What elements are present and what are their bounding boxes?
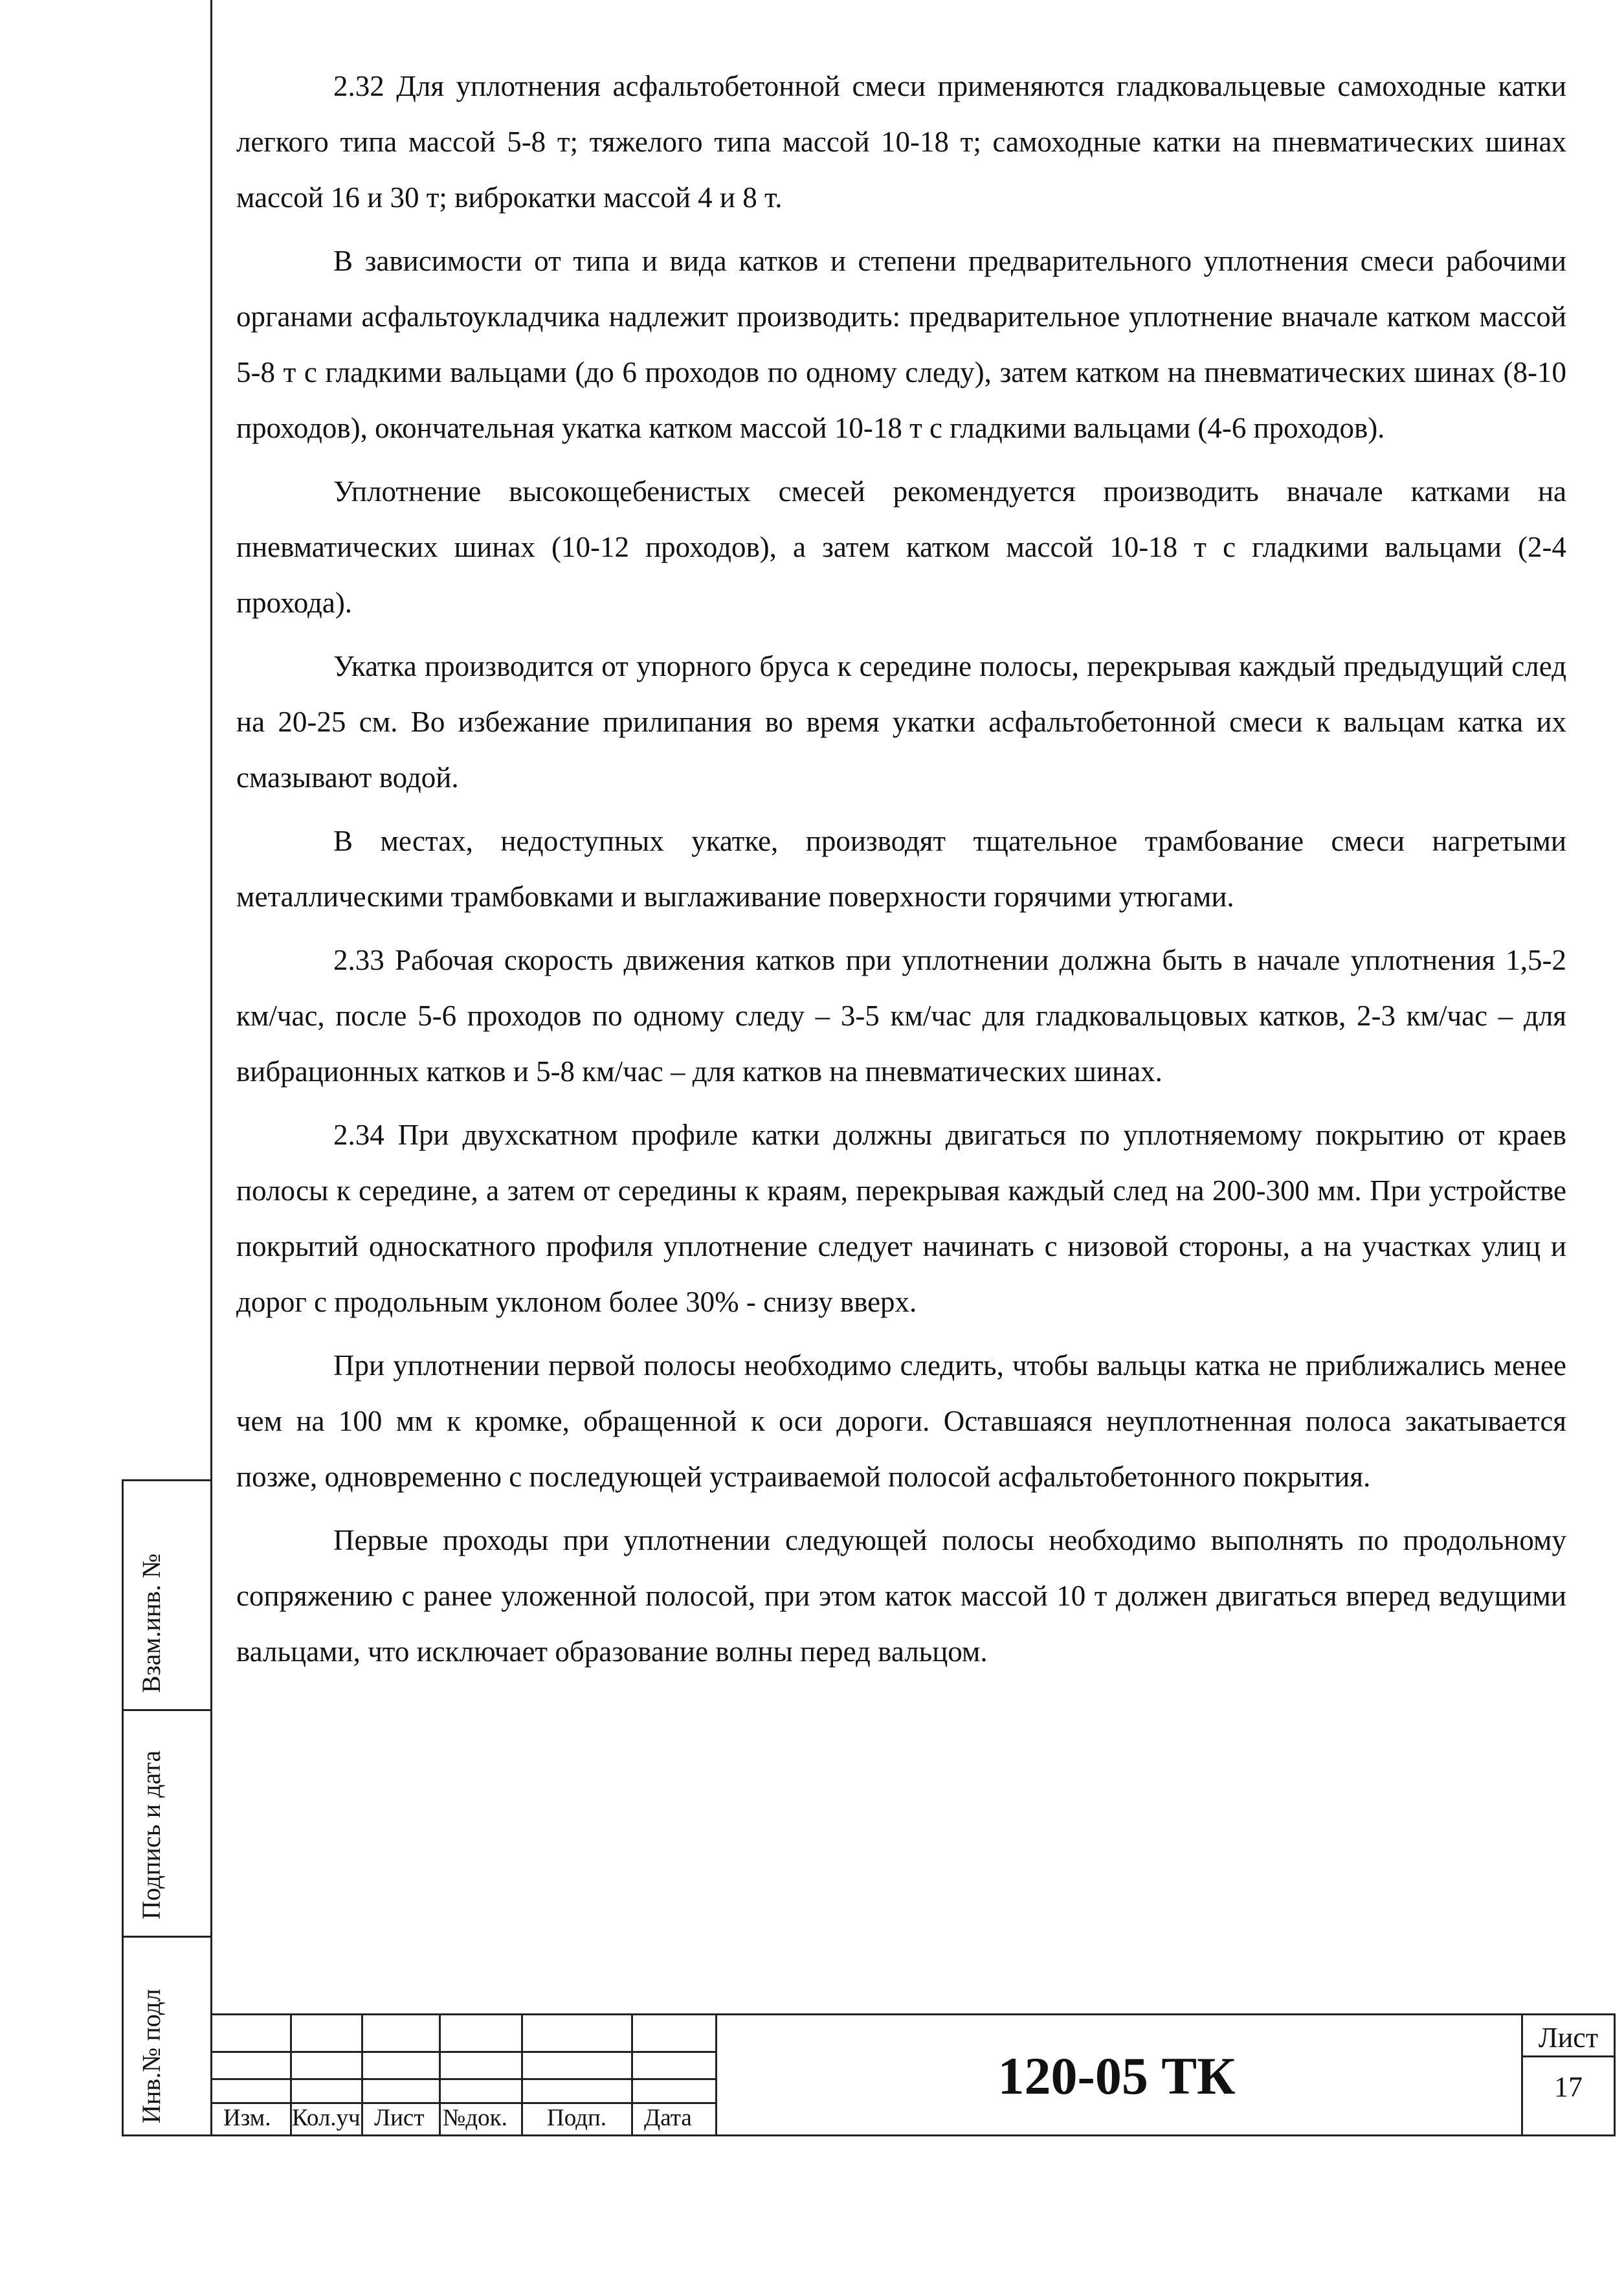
title-col-line-5	[631, 2013, 633, 2136]
sheet-number: 17	[1554, 2071, 1583, 2103]
label-kol-uch: Кол.уч	[292, 2105, 361, 2131]
label-list: Лист	[374, 2105, 425, 2131]
title-col-line-3	[439, 2013, 441, 2136]
paragraph-2-34: 2.34 При двухскатном профиле катки должны двигаться по уплотняемому покрытию от краев полосы к середине, а затем от середины к краям, перекрывая каждый след на 200-300 мм. При устройстве покрытий односкатного профиля уплотнение следует начинать с низовой стороны, а на участках улиц и дорог с продольным уклоном более 30% - снизу вверх.	[236, 1119, 1566, 1318]
title-col-line-2	[361, 2013, 363, 2136]
paragraph-next-strip: Первые проходы при уплотнении следующей полосы необходимо выполнять по продольному сопряжению с ранее уложенной полосой, при этом каток массой 10 т должен двигаться вперед ведущими вальцами, что исключает образование волны перед вальцом.	[236, 1524, 1566, 1668]
label-n-dok: №док.	[443, 2105, 507, 2131]
document-body	[236, 58, 1566, 1687]
paragraph-rolling-direction: Укатка производится от упорного бруса к середине полосы, перекрывая каждый предыдущий след на 20-25 см. Во избежание прилипания во время укатки асфальтобетонной смеси к вальцам катка их смазывают водой.	[236, 650, 1566, 794]
sheet-box-divider	[1521, 2055, 1615, 2057]
paragraph-2-33: 2.33 Рабочая скорость движения катков при уплотнении должна быть в начале уплотнения 1,5-2 км/час, после 5-6 проходов по одному следу – 3-5 км/час для гладковальцовых катков, 2-3 км/час – для вибрационных катков и 5-8 км/час – для катков на пневматических шинах.	[236, 944, 1566, 1088]
title-block-row-line-2	[210, 2078, 715, 2080]
label-podp: Подп.	[547, 2105, 607, 2131]
title-block-row-line-1	[210, 2051, 715, 2053]
paragraph-roller-sequence: В зависимости от типа и вида катков и степени предварительного уплотнения смеси рабочими органами асфальтоукладчика надлежит производить: предварительное уплотнение вначале катком массой 5-8 т с гладкими вальцами (до 6 проходов по одному следу), затем катком на пневматических шинах (8-10 проходов), окончательная укатка катком массой 10-18 т с гладкими вальцами (4-6 проходов).	[236, 245, 1566, 444]
side-cell-top-border	[122, 1479, 212, 1481]
frame-left-border	[210, 0, 212, 2136]
title-col-line-4	[521, 2013, 523, 2136]
side-label-inv-podl: Инв.№ подл	[137, 1989, 166, 2123]
side-cell-divider-1	[122, 1709, 212, 1711]
side-cell-divider-2	[122, 1936, 212, 1938]
label-izm: Изм.	[223, 2105, 271, 2131]
title-block-top-line	[210, 2013, 1615, 2015]
document-code: 120-05 ТК	[997, 2046, 1236, 2105]
paragraph-inaccessible-places: В местах, недоступных укатке, производят тщательное трамбование смеси нагретыми металлическими трамбовками и выглаживание поверхности горячими утюгами.	[236, 825, 1566, 913]
paragraph-high-gravel-mix: Уплотнение высокощебенистых смесей рекомендуется производить вначале катками на пневматических шинах (10-12 проходов), а затем катком массой 10-18 т с гладкими вальцами (2-4 прохода).	[236, 475, 1566, 619]
sheet-label: Лист	[1538, 2022, 1599, 2054]
stamp-outer-border	[122, 1479, 124, 2136]
side-label-vzam-inv: Взам.инв. №	[137, 1553, 166, 1693]
side-label-signature-date: Подпись и дата	[137, 1750, 166, 1920]
label-data: Дата	[644, 2105, 692, 2131]
paragraph-2-32: 2.32 Для уплотнения асфальтобетонной смеси применяются гладковальцевые самоходные катки легкого типа массой 5-8 т; тяжелого типа массой 10-18 т; самоходные катки на пневматических шинах массой 16 и 30 т; виброкатки массой 4 и 8 т.	[236, 70, 1566, 214]
frame-bottom-border	[122, 2134, 1616, 2136]
paragraph-first-strip: При уплотнении первой полосы необходимо следить, чтобы вальцы катка не приближались менее чем на 100 мм к кромке, обращенной к оси дороги. Оставшаяся неуплотненная полоса закатывается позже, одновременно с последующей устраиваемой полосой асфальтобетонного покрытия.	[236, 1349, 1566, 1493]
